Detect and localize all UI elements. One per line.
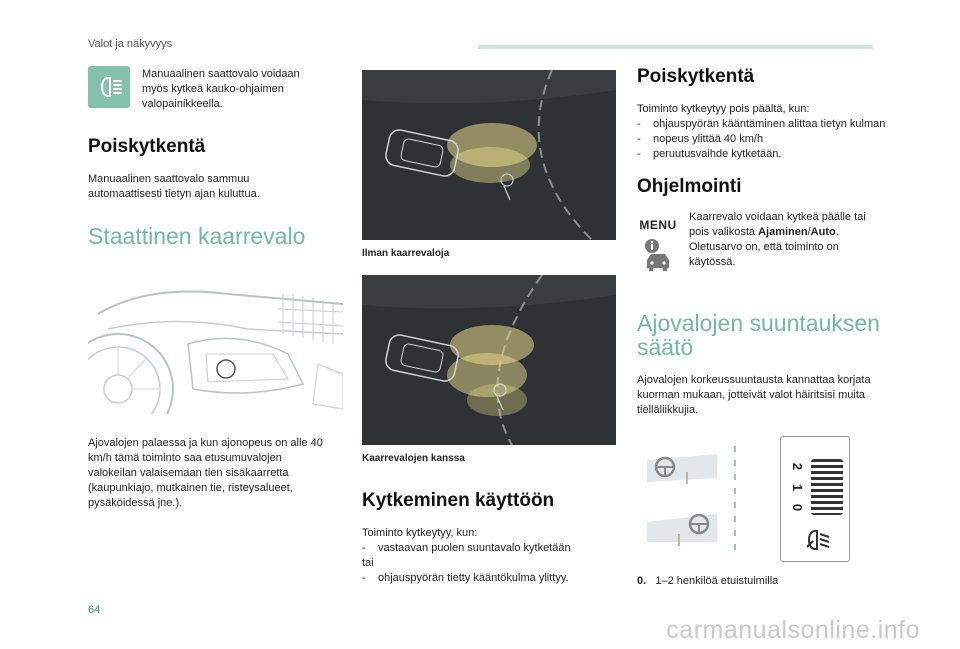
height-adjust-dial[interactable] — [780, 436, 850, 562]
enable-or: tai — [362, 557, 374, 569]
off-intro-right: Toiminto kytkeytyy pois päältä, kun: — [637, 103, 810, 115]
off-heading-left: Poiskytkentä — [88, 136, 206, 157]
adjustment-text: Ajovalojen korkeussuuntausta kannattaa korjata kuorman mukaan, jotteivät valot häiritsisi muita tielläliikkujia. — [637, 374, 871, 416]
section-header: Valot ja näkyvyys — [88, 38, 173, 50]
dial-mark: 0 — [790, 503, 806, 512]
headlamp-icon — [88, 66, 130, 108]
page-number: 64 — [88, 604, 101, 616]
caption-without: Ilman kaarrevaloja — [362, 248, 450, 259]
off-text-left: Manuaalinen saattovalo sammuu automaattisesti tietyn ajan kuluttua. — [88, 173, 260, 200]
prog-sep: / — [807, 226, 811, 238]
list-item: - peruutusvaihde kytketään. — [637, 147, 887, 162]
item-0-number: 0. — [637, 575, 647, 587]
vehicle-info-icon — [643, 238, 673, 277]
menu-icon: MENU — [639, 218, 677, 232]
prog-bold-2: Auto — [810, 226, 836, 238]
enable-intro: Toiminto kytkeytyy, kun: — [362, 527, 478, 539]
off-list — [637, 117, 887, 162]
left-column — [88, 66, 343, 511]
right-column — [637, 66, 887, 589]
enable-list-2 — [362, 571, 616, 586]
programming-text — [689, 210, 887, 277]
dial-marks — [789, 459, 807, 515]
enable-heading: Kytkeminen käyttöön — [362, 490, 555, 511]
prog-text-b: . Oletusarvo on, että toiminto on käytössä. — [689, 226, 839, 268]
intro-block — [88, 66, 343, 112]
image-with-cornering — [362, 275, 616, 445]
list-item: - ohjauspyörän tietty kääntökulma ylittyy. — [362, 571, 616, 586]
watermark: carmanualsonline.info — [666, 616, 920, 644]
dial-mark: 2 — [790, 462, 806, 471]
programming-block — [637, 210, 887, 277]
adjustment-heading-line1: Ajovalojen suuntauksen — [637, 310, 880, 336]
headlamp-level-icon — [803, 529, 831, 556]
thumbwheel[interactable] — [811, 459, 843, 515]
programming-heading: Ohjelmointi — [637, 176, 742, 197]
dial-mark: 1 — [790, 483, 806, 491]
adjustment-illustration — [637, 436, 887, 564]
static-cornering-heading: Staattinen kaarrevalo — [88, 223, 306, 249]
item-0-text: 1–2 henkilöä etuistuimilla — [655, 575, 779, 587]
prog-text-a: Kaarrevalo voidaan kytkeä päälle tai pois valikosta — [689, 211, 866, 238]
prog-bold-1: Ajaminen — [758, 226, 808, 238]
caption-with: Kaarrevalojen kanssa — [362, 453, 465, 464]
car-front-illustration — [88, 274, 343, 414]
adjustment-heading-line2: säätö — [637, 334, 694, 360]
list-item: - nopeus ylittää 40 km/h — [637, 132, 887, 147]
item-0 — [637, 574, 887, 589]
middle-column — [362, 70, 616, 586]
off-heading-right: Poiskytkentä — [637, 66, 755, 87]
static-cornering-text: Ajovalojen palaessa ja kun ajonopeus on alle 40 km/h tämä toiminto saa etusumuvalojen valokeilan valaisemaan tien sisäkaarretta (kaupunkiajo, mutkainen tie, risteysalueet, pysäköidessä jne.). — [88, 437, 323, 509]
image-without-cornering — [362, 70, 616, 240]
menu-icons — [637, 210, 679, 277]
seat-load-diagram — [637, 442, 757, 562]
intro-text: Manuaalinen saattovalo voidaan myös kytkeä kauko-ohjaimen valopainikkeella. — [142, 68, 300, 110]
header-rule — [478, 45, 873, 49]
list-item: - ohjauspyörän kääntäminen alittaa tietyn kulman — [637, 117, 887, 132]
enable-list-1 — [362, 541, 616, 556]
list-item: - vastaavan puolen suuntavalo kytketään — [362, 541, 616, 556]
adjustment-heading — [637, 311, 887, 359]
